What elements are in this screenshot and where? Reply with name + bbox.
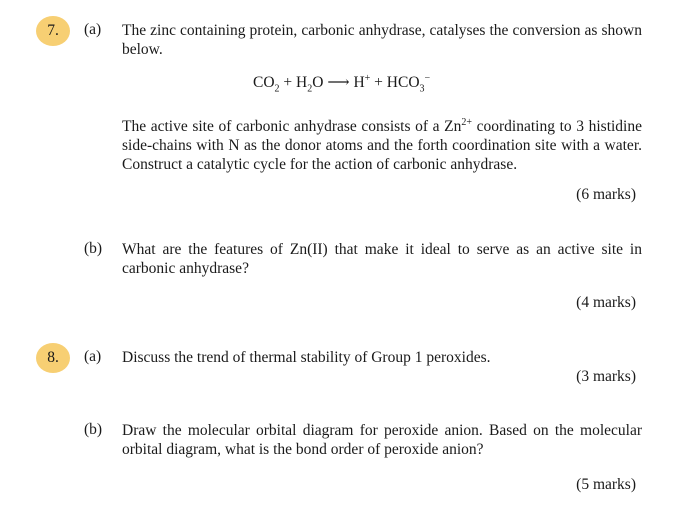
question-7b-text: What are the features of Zn(II) that make it ideal to serve as an active site in carbonic anhydrase? [122, 241, 642, 277]
question-8a-marks: (3 marks) [576, 368, 636, 385]
question-7a-marks: (6 marks) [576, 186, 636, 203]
eq-h2o-sub: 2 [307, 83, 313, 95]
question-8a-text: Discuss the trend of thermal stability of Group 1 peroxides. [122, 349, 491, 366]
eq-h2o-o: O [312, 74, 324, 92]
question-7-number: 7. [36, 16, 70, 46]
question-7a-body [122, 113, 642, 174]
question-8b-label: (b) [84, 421, 103, 438]
question-8a-label: (a) [84, 348, 102, 365]
question-8b-text: Draw the molecular orbital diagram for peroxide anion. Based on the molecular orbital diagram, what is the bond order of peroxide anion? [122, 422, 642, 458]
question-7a-label: (a) [84, 21, 102, 38]
question-7b-marks: (4 marks) [576, 294, 636, 311]
q7a-body-sup: 2+ [461, 117, 472, 128]
eq-hplus: H [353, 74, 365, 92]
reaction-equation [253, 73, 430, 94]
q7a-body-start: The active site of carbonic anhydrase consists of a Zn [122, 118, 462, 136]
eq-hco3: HCO [386, 74, 420, 92]
eq-hplus-sup: + [364, 73, 371, 84]
eq-plus-1: + [279, 74, 297, 92]
eq-plus-2: + [370, 74, 387, 92]
eq-hco3-sup: − [424, 73, 431, 84]
question-8b-marks: (5 marks) [576, 476, 636, 493]
question-7b-label: (b) [84, 240, 103, 257]
question-7a-intro: The zinc containing protein, carbonic anhydrase, catalyses the conversion as shown below. [122, 22, 642, 58]
eq-co2: CO [253, 74, 275, 92]
eq-hco3-sub: 3 [419, 83, 425, 95]
eq-co2-sub: 2 [274, 83, 280, 95]
eq-arrow: ⟶ [323, 74, 354, 92]
q7a-body-end: coordinating to 3 histidine side-chains with N as the donor atoms and the forth coordination site with a water. Construct a catalytic cycle for the action of carbonic anhydrase. [122, 118, 642, 174]
eq-h2o-h: H [296, 74, 308, 92]
question-8-number: 8. [36, 343, 70, 373]
